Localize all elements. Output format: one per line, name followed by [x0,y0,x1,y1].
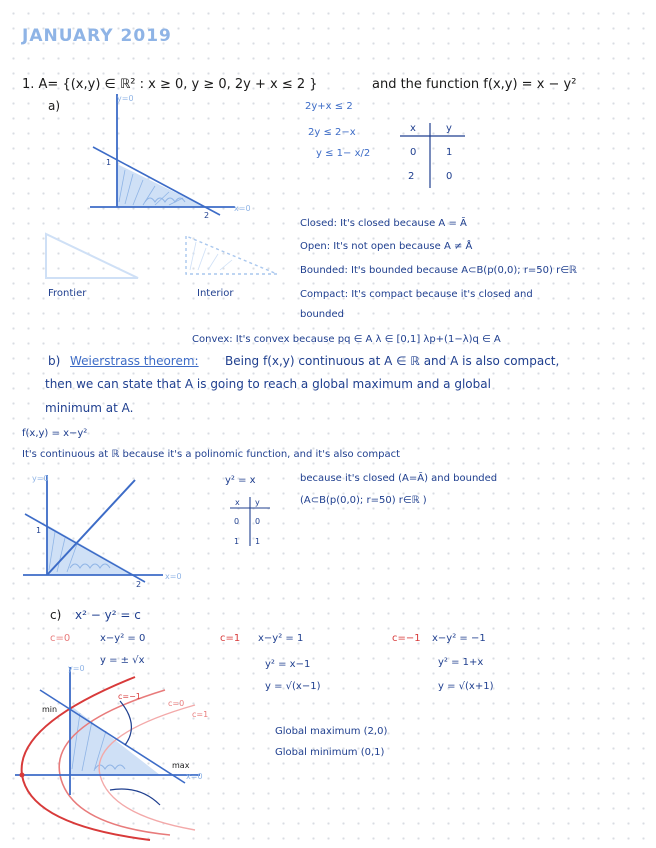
part-b-label: b) [48,354,61,368]
part-b-eq: y² = x [225,475,256,486]
part-b-line-3: minimum at A. [45,401,134,415]
graph-c-label-cm1: c=−1 [118,692,141,701]
graph-b-xaxis-label: x=0 [165,572,182,581]
page-title: JANUARY 2019 [22,26,172,46]
part-b-line-1: Being f(x,y) continuous at A ∈ ℝ and A is also compact, [225,354,560,368]
graph-c-label-c1: c=1 [192,710,209,719]
table-a-cell: 0 [446,171,453,182]
graph-a-xaxis-label: x=0 [234,204,251,213]
table-b-cell: 1 [255,537,261,546]
convex-text: Convex: It's convex because pq ∈ A λ ∈ [0,1] λp+(1−λ)q ∈ A [192,334,501,345]
graph-b-tick-x: 2 [136,580,142,589]
part-b-cont-3: (A⊂B(p(0,0); r=50) r∈ℝ ) [300,495,427,506]
cm1-eq2: y² = 1+x [438,657,484,668]
open-text: Open: It's not open because A ≠ Å [300,241,473,252]
graph-a-yaxis-label: y=0 [117,94,134,103]
part-c-eq: x² − y² = c [75,608,141,622]
graph-c-xaxis-label: x=0 [186,772,203,781]
table-b-header-x: x [235,498,240,507]
compact-text-1: Compact: It's compact because it's closed and [300,289,533,300]
part-b-function: f(x,y) = x−y² [22,428,88,439]
table-a-cell: 1 [446,147,453,158]
part-b-cont-2: because it's closed (A=Ā) and bounded [300,473,498,484]
cm1-sol: y = √(x+1) [438,681,494,692]
problem-statement: 1. A= {(x,y) ∈ ℝ² : x ≥ 0, y ≥ 0, 2y + x ≤ 2 } [22,77,318,92]
global-minimum: Global minimum (0,1) [275,747,385,758]
graph-c-max-label: max [172,761,190,770]
frontier-triangle [42,230,142,285]
c1-eq2: y² = x−1 [265,659,311,670]
weierstrass-title: Weierstrass theorem: [70,354,199,368]
table-b-cell: 0 [234,517,240,526]
table-a-header-y: y [446,123,452,134]
table-a-cell: 2 [408,171,415,182]
compact-text-2: bounded [300,309,344,320]
graph-b-tick-y: 1 [36,526,42,535]
frontier-label: Frontier [48,288,87,299]
table-b-lines [226,494,276,549]
table-a-header-x: x [410,123,416,134]
part-b-line-2: then we can state that A is going to reach a global maximum and a global [45,377,491,391]
global-maximum: Global maximum (2,0) [275,726,388,737]
cm1-eq: x−y² = −1 [432,633,486,644]
interior-triangle [182,230,282,280]
table-b-cell: 0 [255,517,261,526]
problem-function: and the function f(x,y) = x − y² [372,77,577,92]
c1-label: c=1 [220,633,241,644]
c1-eq: x−y² = 1 [258,633,304,644]
graph-a [85,92,325,217]
interior-label: Interior [197,288,234,299]
table-b-cell: 1 [234,537,240,546]
graph-c-yaxis-label: y=0 [68,664,85,673]
table-a-cell: 0 [410,147,417,158]
inequality-3: y ≤ 1− x/2 [316,148,371,159]
c0-eq: x−y² = 0 [100,633,146,644]
inequality-2: 2y ≤ 2−x [308,127,356,138]
table-b-header-y: y [255,498,260,507]
c0-label: c=0 [50,633,71,644]
part-c-label: c) [50,608,62,622]
graph-a-tick-x: 2 [204,211,210,220]
c0-sol: y = ± √x [100,655,145,666]
part-b-cont-1: It's continuous at ℝ because it's a polinomic function, and it's also compact [22,449,401,460]
graph-b-yaxis-label: y=0 [32,474,49,483]
graph-c-min-label: min [42,705,58,714]
table-a-lines [395,118,475,188]
c1-sol: y = √(x−1) [265,681,321,692]
graph-c-label-c0: c=0 [168,699,185,708]
graph-a-tick-y: 1 [106,158,112,167]
closed-text: Closed: It's closed because A = Ā [300,218,467,229]
cm1-label: c=−1 [392,633,421,644]
inequality-1: 2y+x ≤ 2 [305,101,353,112]
graph-b [15,470,215,590]
part-a-label: a) [48,99,61,113]
bounded-text: Bounded: It's bounded because A⊂B(p(0,0); r=50) r∈ℝ [300,265,577,276]
